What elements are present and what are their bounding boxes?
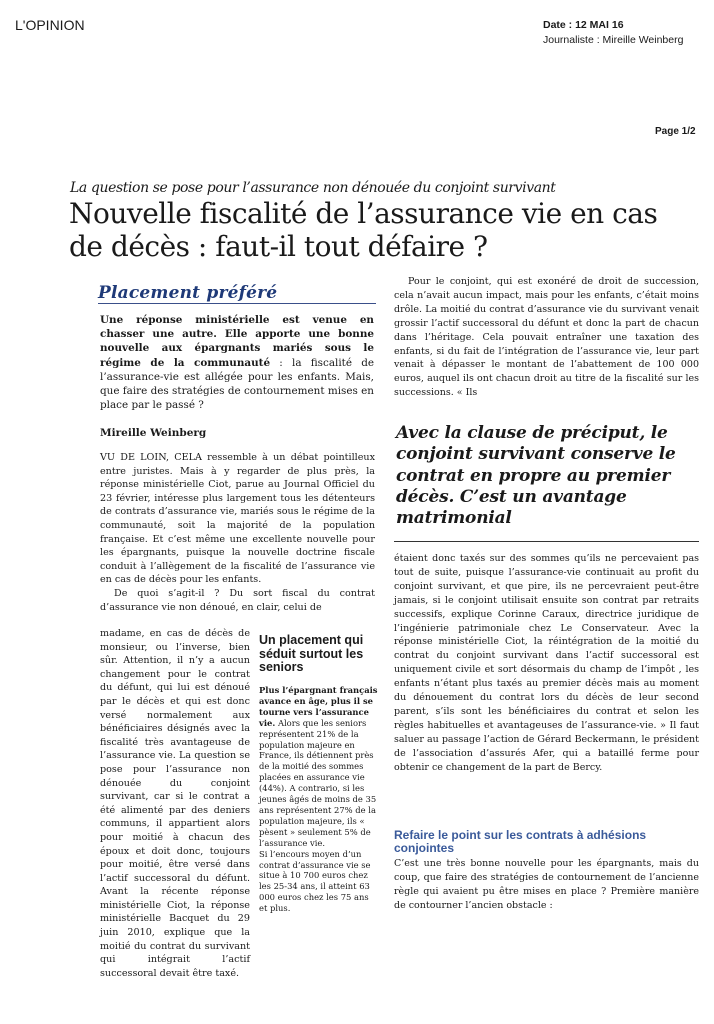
article-standfirst xyxy=(100,313,374,412)
rubric-divider xyxy=(98,303,376,304)
paragraph: madame, en cas de décès de monsieur, ou l’inverse, bien sûr. Attention, il n’y a aucun changement pour le contrat du défunt, qui lui est dénoué par le décès et qui est donc versé normalement aux bénéficiaires désignés avec la fiscalité très avantageuse de l’assurance vie. La question se pose pour l’assurance non dénouée du conjoint survivant, car si le contrat a été alimenté par des deniers communs, il appartient alors pour moitié à chacun des époux et doit donc, toujours pour moitié, être versé dans l’actif successoral du défunt. Avant la récente réponse ministérielle Ciot, la réponse ministérielle Bacquet du 29 juin 2010, explique que la moitié du contrat du survivant qui intégrait l’actif successoral devait être taxé. xyxy=(100,628,250,979)
standfirst-rest: : la fiscalité de l’assurance-vie est allégée pour les enfants. Mais, que faire des stratégies de contournement mises en place par le passé ? xyxy=(100,356,374,412)
standfirst-bold: Une réponse ministérielle est venue en chasser une autre. Elle apporte une bonne nouvelle aux épargnants mariés sous le régime de la communauté xyxy=(100,314,374,369)
inset-text: Alors que les seniors représentent 21% de la population majeure en France, ils détiennent près de la moitié des sommes placées en assurance vie (44%). A contrario, si les jeunes âgés de moins de 35 ans représentent 27% de la population majeure, ils « pèsent » seulement 5% de l’assurance vie. xyxy=(259,717,377,848)
paragraph: De quoi s’agit-il ? Du sort fiscal du contrat d’assurance vie non dénoué, en clair, celui de xyxy=(100,587,375,613)
article-kicker: La question se pose pour l’assurance non dénouée du conjoint survivant xyxy=(70,180,556,196)
section-rubric: Placement préféré xyxy=(98,283,278,303)
column-3-top xyxy=(394,275,699,400)
paragraph: étaient donc taxés sur des sommes qu’ils ne percevaient pas tout de suite, puisque l’assurance-vie continuait au profit du conjoint survivant, et que pire, ils ne percevraient peut-être jamais, si le conjoint utilisait ensuite son contrat par retraits successifs, explique Corinne Caraux, directrice juridique de l’ingénierie patrimoniale chez Le Conservateur. Avec la réponse ministérielle Ciot, la réintégration de la moitié du contrat du conjoint survivant dans l’actif successoral est uniquement civile et sort désormais du champ de l’impôt , les enfants n’étant plus taxés au premier décès mais au moment du dénouement du contrat lors du décès de leur second parent, s’ils sont les bénéficiaires du contrat et selon les règles habituelles et avantageuses de l’assurance-vie. » Il faut saluer au passage l’action de Gérard Beckermann, le président de l’association d’assurés Afer, qui a bataillé ferme pour obtenir ce changement de la part de Bercy. xyxy=(394,553,699,773)
paragraph: VU DE LOIN, CELA ressemble à un débat pointilleux entre juristes. Mais à y regarder de plus près, la réponse ministérielle Ciot, parue au Journal Officiel du 23 février, intéresse plus largement tous les détenteurs de contrats d’assurance vie, mariés sous le régime de la communauté, soit la majorité de la population française. Et c’est même une excellente nouvelle pour les épargnants, puisque la nouvelle doctrine fiscale conduit à l’allègement de la fiscalité de l’assurance vie en cas de décès pour les enfants. xyxy=(100,452,375,586)
paragraph: Pour le conjoint, qui est exonéré de droit de succession, cela n’avait aucun impact, mais pour les enfants, c’était moins drôle. La moitié du contrat d’assurance vie du survivant venait grossir l’actif successoral du défunt et donc la part de chacun dans l’héritage. Cela pouvait entraîner une taxation des enfants, si du fait de l’intégration de l’assurance vie, leur part venait à dépasser le montant de l’abattement de 100 000 euros, auquel ils ont chacun droit au titre de la fiscalité sur les successions. « Ils xyxy=(394,276,699,399)
column-3-bottom xyxy=(394,857,699,913)
inset-title: Un placement qui séduit surtout les seniors xyxy=(259,633,364,674)
inset-lead: Plus l’épargnant français avance en âge, plus il se tourne vers l’assurance vie. xyxy=(259,685,378,728)
paragraph: C’est une très bonne nouvelle pour les épargnants, mais du coup, que faire des stratégies de contournement de l’ancienne règle qui avaient pu être mises en place ? Première manière de contourner l’ancien obstacle : xyxy=(394,858,699,911)
article-byline: Mireille Weinberg xyxy=(100,427,207,439)
column-1-top xyxy=(100,451,375,614)
column-3-middle xyxy=(394,552,699,775)
journalist-label: Journaliste : Mireille Weinberg xyxy=(543,34,684,46)
date-label: Date : 12 MAI 16 xyxy=(543,19,624,31)
inset-box xyxy=(259,685,379,914)
pull-quote: Avec la clause de préciput, le conjoint survivant conserve le contrat en propre au premier décès. C’est un avantage matrimonial xyxy=(396,423,676,529)
inset-text-2: Si l’encours moyen d’un contrat d’assurance vie se situe à 10 700 euros chez les 25-34 ans, il atteint 63 000 euros chez les 75 ans et plus. xyxy=(259,848,371,914)
column-1-bottom xyxy=(100,627,250,980)
header-meta xyxy=(543,18,683,48)
publication-name: L'OPINION xyxy=(15,17,85,33)
article-headline: Nouvelle fiscalité de l’assurance vie en cas de décès : faut-il tout défaire ? xyxy=(69,197,658,263)
pull-quote-divider xyxy=(394,541,699,542)
subheading: Refaire le point sur les contrats à adhésions conjointes xyxy=(394,828,647,855)
page-number: Page 1/2 xyxy=(655,126,696,137)
